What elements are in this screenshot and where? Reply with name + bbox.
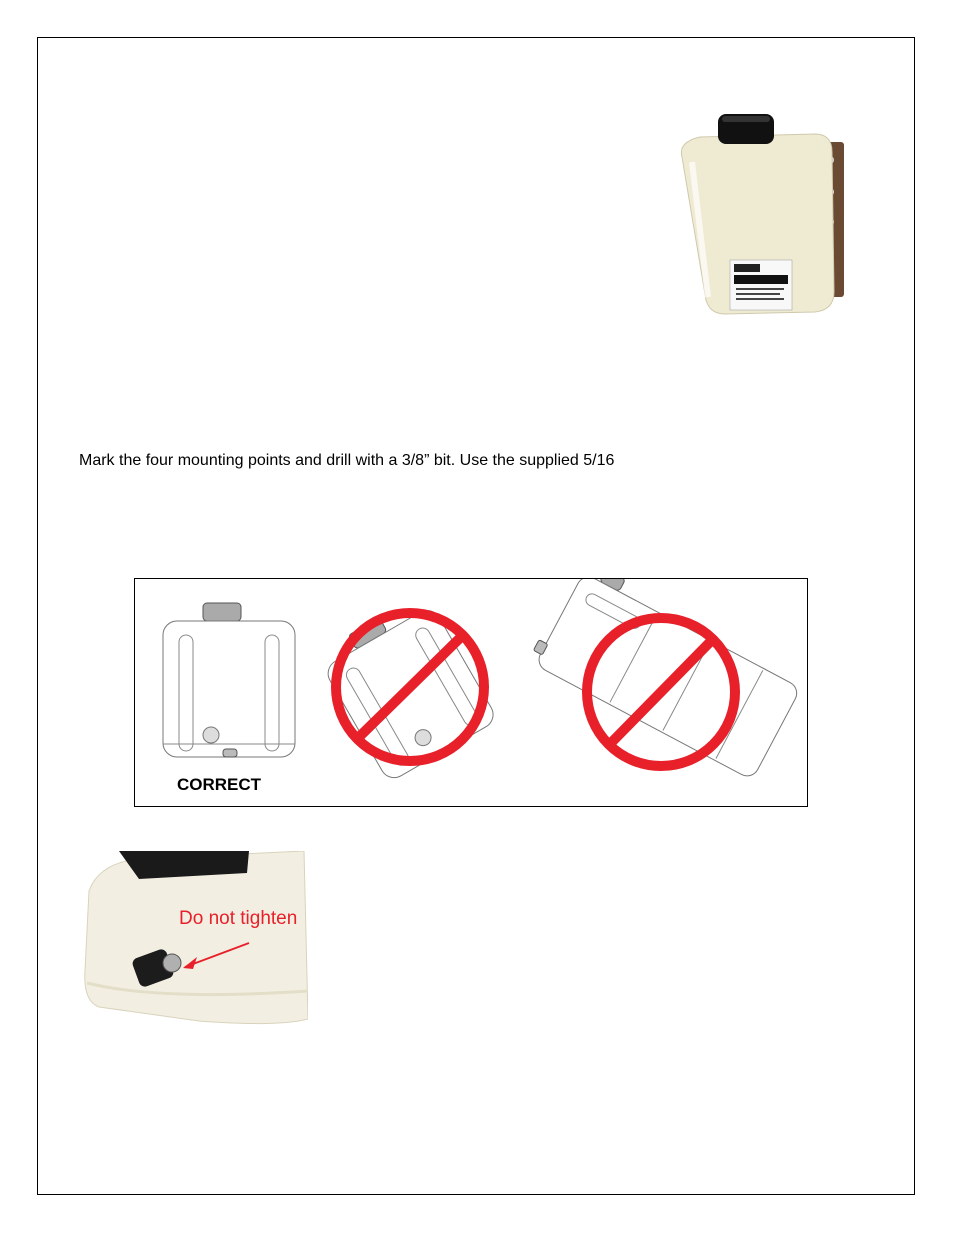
- orientation-diagram: [134, 578, 808, 807]
- reservoir-photo: [670, 112, 848, 317]
- mounting-instruction: Mark the four mounting points and drill with a 3/8” bit. Use the supplied 5/16: [79, 452, 615, 469]
- fitting-photo: [79, 851, 308, 1025]
- tank-fitting-icon: [79, 851, 308, 1025]
- do-not-tighten-callout: Do not tighten: [179, 908, 298, 929]
- orientation-drawings: [135, 579, 807, 806]
- correct-label: CORRECT: [177, 775, 262, 794]
- reservoir-tank-icon: [670, 112, 848, 317]
- correct-tank-icon: [163, 603, 295, 757]
